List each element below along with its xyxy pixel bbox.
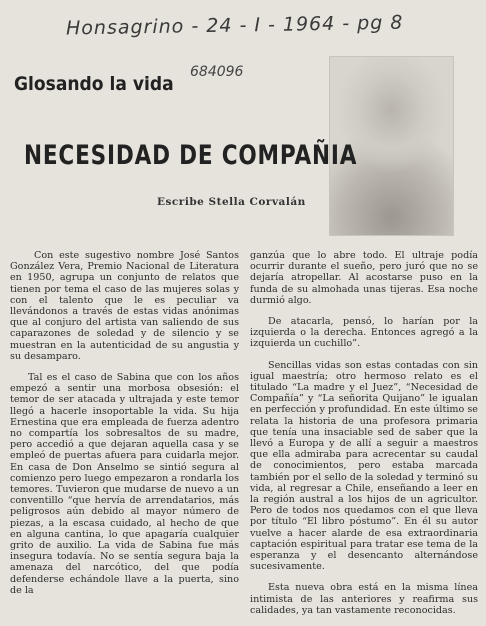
handwritten-catalog-number: 684096 [190, 64, 244, 80]
paragraph: Sencillas vidas son estas contadas con sin igual maestría; otro hermoso relato es el titulado “La madre y el Juez”, “Necesidad de Compañía” y “La señorita Quijano” le igualan en perfección y profundidad. En este último se relata la historia de una profesora primaria que tenía una insaciable sed de saber que la llevó a Europa y de allí a seguir a maestros que ella admiraba para acrecentar su caudal de conocimientos, pero estaba marcada también por el sello de la soledad y terminó su vida, al regresar a Chile, enseñando a leer en la región austral a los hijos de un agricultor. Pero de todos nos quedamos con el que lleva por título “El libro póstumo”. En él su autor vuelve a hacer alarde de esa extraordinaria captación espiritual para tratar ese tema de la esperanza y el desencanto alternándose sucesivamente. [250, 359, 478, 573]
paragraph: ganzúa que lo abre todo. El ultraje podía ocurrir durante el sueño, pero juró que no se dejaría atropellar. Al acostarse puso en la funda de su almohada unas tijeras. Esa noche durmió algo. [250, 250, 478, 306]
paragraph: De atacarla, pensó, lo harían por la izquierda o la derecha. Entonces agregó a la izquierda un cuchillo”. [250, 316, 478, 350]
article-column-left [10, 250, 239, 606]
article-title: NECESIDAD DE COMPAÑIA [24, 140, 358, 171]
paragraph: Esta nueva obra está en la misma línea intimista de las anteriores y reafirma sus calidades, ya tan vastamente reconocidas. [250, 582, 478, 616]
handwritten-date-annotation: Honsagrino - 24 - I - 1964 - pg 8 [65, 11, 404, 40]
article-column-right [250, 250, 478, 626]
article-byline: Escribe Stella Corvalán [157, 196, 306, 208]
paragraph: Con este sugestivo nombre José Santos González Vera, Premio Nacional de Literatura en 1950, agrupa un conjunto de relatos que tienen por tema el caso de las mujeres solas y con el talento que le es peculiar va llevándonos a través de estas vidas anónimas que al conjuro del artista van saliendo de sus caparazones de soledad y de silencio y se muestran en la autenticidad de su angustia y su desamparo. [10, 250, 239, 362]
section-heading: Glosando la vida [14, 73, 174, 95]
paragraph: Tal es el caso de Sabina que con los años empezó a sentir una morbosa obsesión: el temor de ser atacada y ultrajada y este temor llegó a hacerle insoportable la vida. Su hija Ernestina que era empleada de fuerza adentro no compartía los sobresaltos de su madre, pero accedió a que dejaran aquella casa y se empleó de puertas afuera para cuidarla mejor. En casa de Don Anselmo se sintió segura al comienzo pero luego empezaron a rondarla los temores. Tuvieron que mudarse de nuevo a un conventillo “que hervía de arrendatarios, más peligrosos aún debido al mayor número de piezas, a la escasa cuidado, al hecho de que en alguna cantina, lo que apagaría cualquier grito de auxilio. La vida de Sabina fue más insegura todavía. No se sentía segura baja la amenaza del narcótico, del que podía defenderse echándole llave a la puerta, sino de la [10, 372, 239, 596]
